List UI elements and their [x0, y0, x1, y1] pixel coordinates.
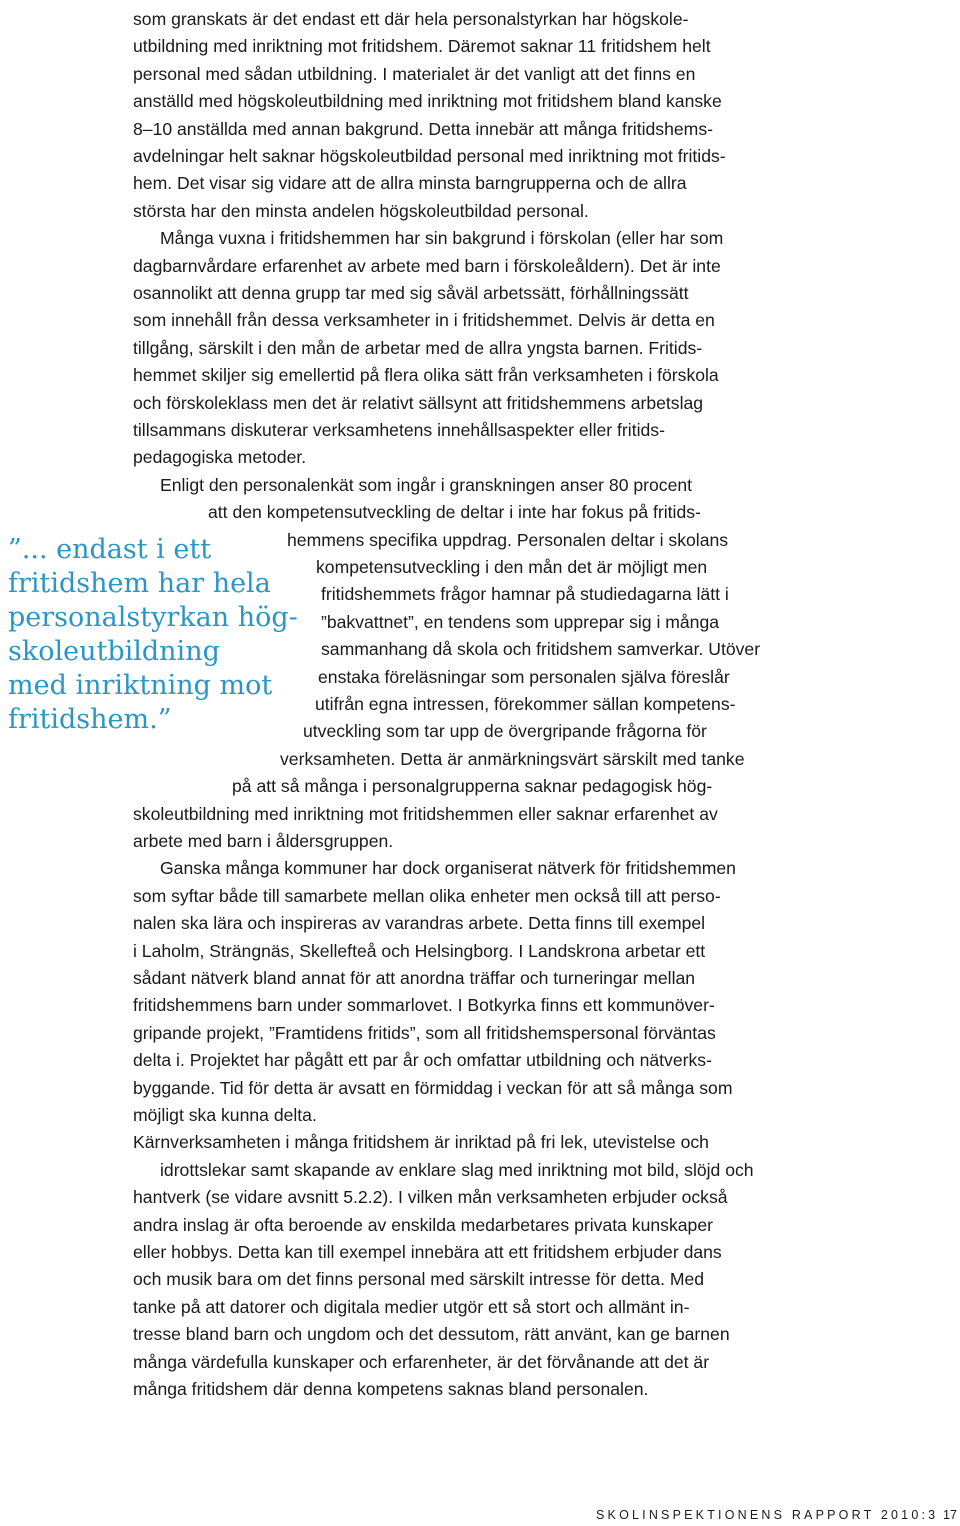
pull-quote-line: ”... endast i ett [8, 534, 212, 565]
body-line: tanke på att datorer och digitala medier utgör ett så stort och allmänt in- [133, 1296, 690, 1317]
body-line: kompetensutveckling i den mån det är möjligt men [316, 557, 708, 577]
body-line: som granskats är det endast ett där hela personalstyrkan har högskole- [133, 9, 689, 29]
body-line: och musik bara om det finns personal med särskilt intresse för detta. Med [133, 1269, 705, 1290]
body-line: eller hobbys. Detta kan till exempel innebära att ett fritidshem erbjuder dans [133, 1242, 722, 1262]
body-line: många värdefulla kunskaper och erfarenheter, är det förvånande att det är [133, 1351, 710, 1372]
pull-quote-line: med inriktning mot [8, 670, 273, 701]
body-line: pedagogiska metoder. [133, 447, 307, 468]
body-line: 8–10 anställda med annan bakgrund. Detta innebär att många fritidshems- [133, 118, 713, 139]
body-line: hantverk (se vidare avsnitt 5.2.2). I vilken mån verksamheten erbjuder också [133, 1187, 728, 1208]
body-line: utbildning med inriktning mot fritidshem. Däremot saknar 11 fritidshem helt [133, 36, 711, 57]
body-line: tresse bland barn och ungdom och det dessutom, rätt använt, kan ge barnen [133, 1324, 730, 1345]
body-line: att den kompetensutveckling de deltar i inte har fokus på fritids- [208, 502, 701, 523]
body-line: möjligt ska kunna delta. [133, 1105, 317, 1125]
body-line: hem. Det visar sig vidare att de allra minsta barngrupperna och de allra [133, 173, 687, 194]
body-line: byggande. Tid för detta är avsatt en förmiddag i veckan för att så många som [133, 1077, 733, 1098]
body-line: hemmens specifika uppdrag. Personalen deltar i skolans [287, 529, 729, 550]
body-line: största har den minsta andelen högskoleutbildad personal. [133, 200, 589, 221]
body-line: Kärnverksamheten i många fritidshem är inriktad på fri lek, utevistelse och [133, 1132, 709, 1153]
pull-quote-line: fritidshem har hela [8, 568, 271, 599]
body-line: sammanhang då skola och fritidshem samverkar. Utöver [321, 639, 761, 660]
body-line: dagbarnvårdare erfarenhet av arbete med barn i förskoleåldern). Det är inte [133, 255, 721, 276]
body-line: skoleutbildning med inriktning mot fritidshemmen eller saknar erfarenhet av [133, 803, 718, 824]
body-line: arbete med barn i åldersgruppen. [133, 831, 394, 851]
pull-quote-line: personalstyrkan hög- [8, 602, 298, 633]
body-line: enstaka föreläsningar som personalen själva föreslår [318, 666, 730, 687]
body-line: ”bakvattnet”, en tendens som upprepar sig i många [321, 611, 720, 632]
body-line: fritidshemmets frågor hamnar på studiedagarna lätt i [321, 584, 729, 605]
body-line: utveckling som tar upp de övergripande frågorna för [303, 721, 707, 742]
body-line: på att så många i personalgrupperna saknar pedagogisk hög- [232, 776, 713, 797]
pull-quote-line: fritidshem.” [8, 704, 172, 735]
body-line: Enligt den personalenkät som ingår i granskningen anser 80 procent [160, 474, 693, 495]
body-line: verksamheten. Detta är anmärkningsvärt särskilt med tanke [280, 748, 745, 769]
body-line: fritidshemmens barn under sommarlovet. I Botkyrka finns ett kommunöver- [133, 995, 715, 1016]
body-line: idrottslekar samt skapande av enklare slag med inriktning mot bild, slöjd och [160, 1159, 754, 1180]
body-line: Ganska många kommuner har dock organiserat nätverk för fritidshemmen [160, 858, 736, 879]
body-line: gripande projekt, ”Framtidens fritids”, som all fritidshemspersonal förväntas [133, 1022, 716, 1043]
body-line: i Laholm, Strängnäs, Skellefteå och Helsingborg. I Landskrona arbetar ett [133, 940, 706, 961]
body-line: delta i. Projektet har pågått ett par år och omfattar utbildning och nätverks- [133, 1050, 712, 1071]
footer-report-title: SKOLINSPEKTIONENS RAPPORT 2010:3 [596, 1508, 939, 1522]
body-line: nalen ska lära och inspireras av varandras arbete. Detta finns till exempel [133, 913, 706, 934]
body-line: många fritidshem där denna kompetens saknas bland personalen. [133, 1379, 649, 1399]
body-line: utifrån egna intressen, förekommer sällan kompetens- [315, 694, 736, 714]
body-line: Många vuxna i fritidshemmen har sin bakgrund i förskolan (eller har som [160, 228, 724, 249]
body-line: tillsammans diskuterar verksamhetens innehållsaspekter eller fritids- [133, 420, 665, 440]
body-line: hemmet skiljer sig emellertid på flera olika sätt från verksamheten i förskola [133, 365, 719, 386]
body-line: personal med sådan utbildning. I materialet är det vanligt att det finns en [133, 63, 696, 84]
body-line: tillgång, särskilt i den mån de arbetar med de allra yngsta barnen. Fritids- [133, 337, 703, 358]
body-line: avdelningar helt saknar högskoleutbildad personal med inriktning mot fritids- [133, 146, 726, 166]
body-line: som innehåll från dessa verksamheter in i fritidshemmet. Delvis är detta en [133, 310, 715, 331]
body-line: sådant nätverk bland annat för att anordna träffar och turneringar mellan [133, 968, 696, 988]
body-line: som syftar både till samarbete mellan olika enheter men också till att perso- [133, 885, 721, 906]
body-line: osannolikt att denna grupp tar med sig såväl arbetssätt, förhållningssätt [133, 283, 689, 303]
pull-quote-line: skoleutbildning [8, 636, 220, 667]
body-line: andra inslag är ofta beroende av enskilda medarbetares privata kunskaper [133, 1214, 713, 1235]
body-line: anställd med högskoleutbildning med inriktning mot fritidshem bland kanske [133, 91, 722, 112]
footer-page-number: 17 [943, 1508, 957, 1522]
body-line: och förskoleklass men det är relativt sällsynt att fritidshemmens arbetslag [133, 392, 704, 413]
